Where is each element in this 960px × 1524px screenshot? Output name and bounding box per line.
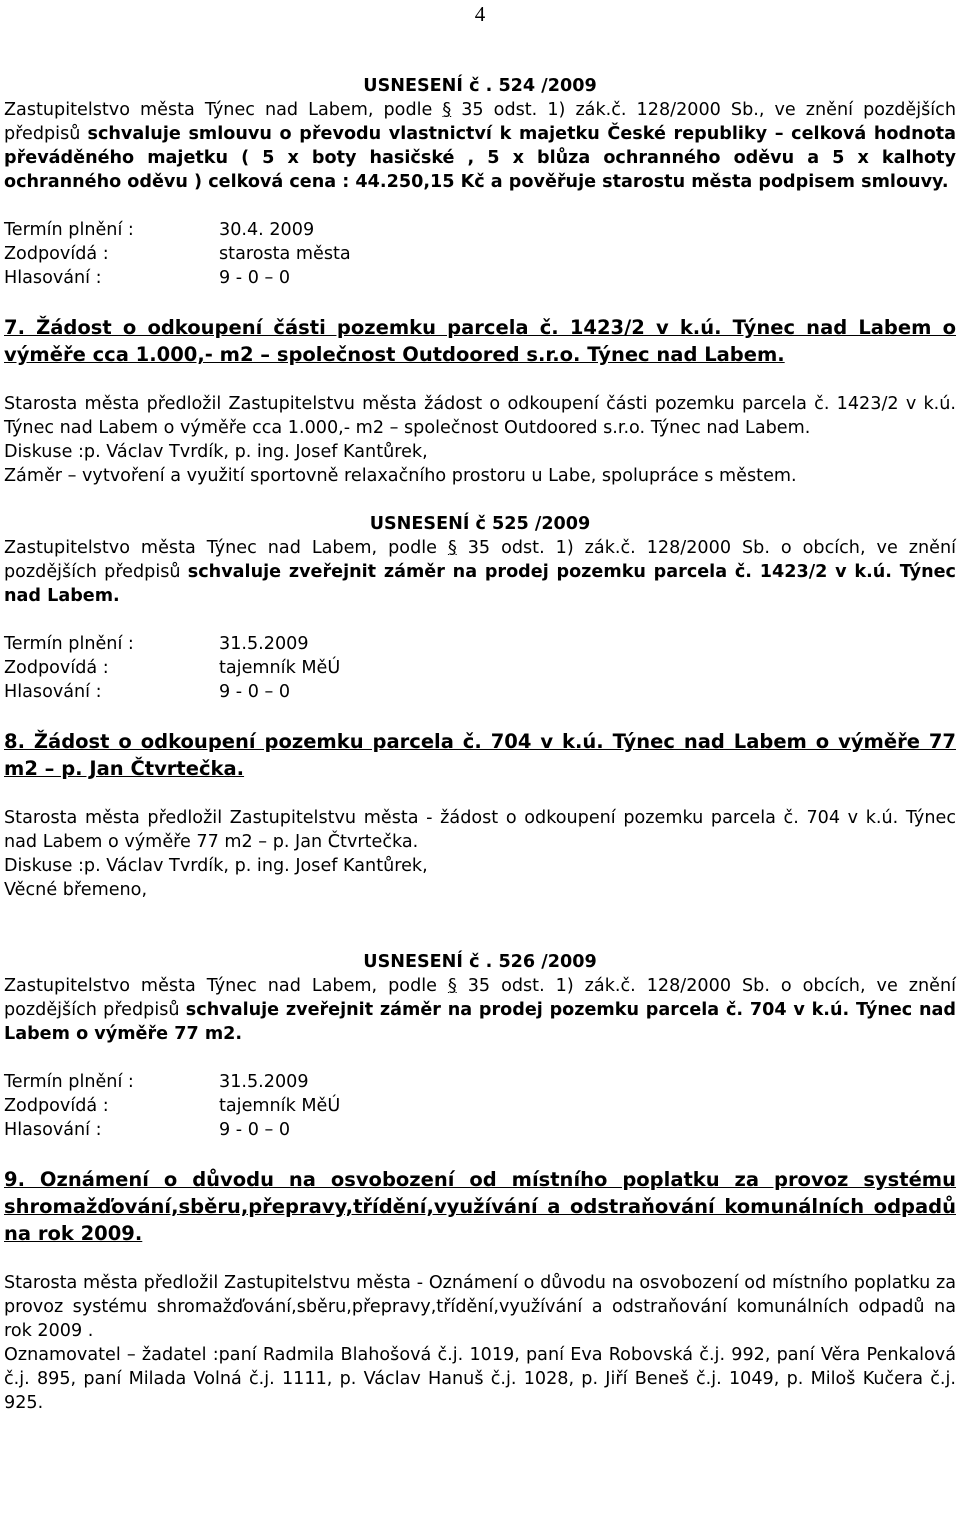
notifiers: Oznamovatel – žadatel :paní Radmila Blahošová č.j. 1019, paní Eva Robovská č.j. 992, paní Věra Penkalová č.j. 895, paní Milada Volná č.j. 1111, p. Václav Hanuš č.j. 1028, p. Jiří Beneš č.j. 1049, p. Miloš Kučera č.j. 925. — [4, 1345, 956, 1413]
vote-row — [4, 1118, 956, 1142]
responsible-row — [4, 656, 956, 680]
term-value: 31.5.2009 — [219, 634, 309, 654]
resolution-526 — [4, 950, 956, 1142]
term-row — [4, 1070, 956, 1094]
resolution-text-bold: schvaluje zveřejnit záměr na prodej pozemku parcela č. 1423/2 v k.ú. Týnec nad Labem. — [4, 562, 956, 606]
term-value: 30.4. 2009 — [219, 220, 315, 240]
responsible-value: starosta města — [219, 244, 351, 264]
discussion: Diskuse :p. Václav Tvrdík, p. ing. Josef Kantůrek, — [4, 856, 428, 876]
resolution-524 — [4, 74, 956, 290]
resolution-text — [4, 98, 956, 194]
resolution-text-rest: 35 odst. 1) zák.č. 128/2000 Sb. o obcích, ve znění pozdějších předpisů — [4, 976, 956, 1020]
agenda-heading: 7. Žádost o odkoupení části pozemku parcela č. 1423/2 v k.ú. Týnec nad Labem o výměře cca 1.000,- m2 – společnost Outdoored s.r.o. Týnec nad Labem. — [4, 316, 956, 366]
agenda-paragraph: Starosta města předložil Zastupitelstvu města - Oznámení o důvodu na osvobození od místního poplatku za provoz systému shromažďování,sběru,přepravy,třídění,využívání a odstraňování komunálních odpadů na rok 2009 . — [4, 1273, 956, 1341]
resolution-title: USNESENÍ č 525 /2009 — [369, 514, 591, 534]
discussion: Diskuse :p. Václav Tvrdík, p. ing. Josef Kantůrek, — [4, 442, 428, 462]
page-number: 4 — [474, 2, 486, 26]
agenda-item-9 — [4, 1166, 956, 1415]
resolution-text-bold: schvaluje smlouvu o převodu vlastnictví k majetku České republiky – celková hodnota převáděného majetku ( 5 x boty hasičské , 5 x blůza ochranného oděvu a 5 x kalhoty ochranného oděvu ) celková cena : 44.250,15 Kč a pověřuje starostu města podpisem smlouvy. — [4, 124, 956, 192]
resolution-text-rest: 35 odst. 1) zák.č. 128/2000 Sb. o obcích, ve znění pozdějších předpisů — [4, 538, 956, 582]
vote-label: Hlasování : — [4, 682, 102, 702]
responsible-label: Zodpovídá : — [4, 1096, 109, 1116]
easement: Věcné břemeno, — [4, 880, 148, 900]
resolution-text — [4, 974, 956, 1046]
resolution-text — [4, 536, 956, 608]
responsible-row — [4, 242, 956, 266]
vote-value: 9 - 0 – 0 — [219, 1120, 291, 1140]
term-label: Termín plnění : — [4, 1072, 134, 1092]
responsible-label: Zodpovídá : — [4, 244, 109, 264]
term-row — [4, 218, 956, 242]
resolution-text-bold: schvaluje zveřejnit záměr na prodej pozemku parcela č. 704 v k.ú. Týnec nad Labem o výměře 77 m2. — [4, 1000, 956, 1044]
vote-row — [4, 266, 956, 290]
resolution-title: USNESENÍ č . 526 /2009 — [363, 952, 597, 972]
vote-label: Hlasování : — [4, 1120, 102, 1140]
intent: Záměr – vytvoření a využití sportovně relaxačního prostoru u Labe, spolupráce s městem. — [4, 466, 797, 486]
responsible-value: tajemník MěÚ — [219, 658, 341, 678]
vote-value: 9 - 0 – 0 — [219, 682, 291, 702]
responsible-label: Zodpovídá : — [4, 658, 109, 678]
responsible-value: tajemník MěÚ — [219, 1096, 341, 1116]
section-sign: § — [442, 100, 452, 120]
resolution-text-intro: Zastupitelstvo města Týnec nad Labem, podle — [4, 538, 437, 558]
resolution-text-rest: 35 odst. 1) zák.č. 128/2000 Sb., ve znění pozdějších předpisů — [4, 100, 956, 144]
agenda-item-8 — [4, 728, 956, 902]
term-row — [4, 632, 956, 656]
vote-row — [4, 680, 956, 704]
resolution-525 — [4, 512, 956, 704]
term-label: Termín plnění : — [4, 220, 134, 240]
agenda-paragraph: Starosta města předložil Zastupitelstvu města - žádost o odkoupení pozemku parcela č. 704 v k.ú. Týnec nad Labem o výměře 77 m2 – p. Jan Čtvrtečka. — [4, 808, 956, 852]
agenda-item-7 — [4, 314, 956, 488]
agenda-paragraph: Starosta města předložil Zastupitelstvu města žádost o odkoupení části pozemku parcela č. 1423/2 v k.ú. Týnec nad Labem o výměře cca 1.000,- m2 – společnost Outdoored s.r.o. Týnec nad Labem. — [4, 394, 956, 438]
document-body — [4, 74, 956, 1415]
responsible-row — [4, 1094, 956, 1118]
section-sign: § — [447, 538, 457, 558]
resolution-text-intro: Zastupitelstvo města Týnec nad Labem, podle — [4, 976, 437, 996]
vote-label: Hlasování : — [4, 268, 102, 288]
agenda-heading: 8. Žádost o odkoupení pozemku parcela č. 704 v k.ú. Týnec nad Labem o výměře 77 m2 – p. Jan Čtvrtečka. — [4, 730, 956, 780]
vote-value: 9 - 0 – 0 — [219, 268, 291, 288]
resolution-text-intro: Zastupitelstvo města Týnec nad Labem, podle — [4, 100, 433, 120]
resolution-title: USNESENÍ č . 524 /2009 — [363, 76, 597, 96]
section-sign: § — [447, 976, 457, 996]
agenda-heading: 9. Oznámení o důvodu na osvobození od místního poplatku za provoz systému shromažďování,sběru,přepravy,třídění,využívání a odstraňování komunálních odpadů na rok 2009. — [4, 1168, 956, 1245]
term-value: 31.5.2009 — [219, 1072, 309, 1092]
term-label: Termín plnění : — [4, 634, 134, 654]
